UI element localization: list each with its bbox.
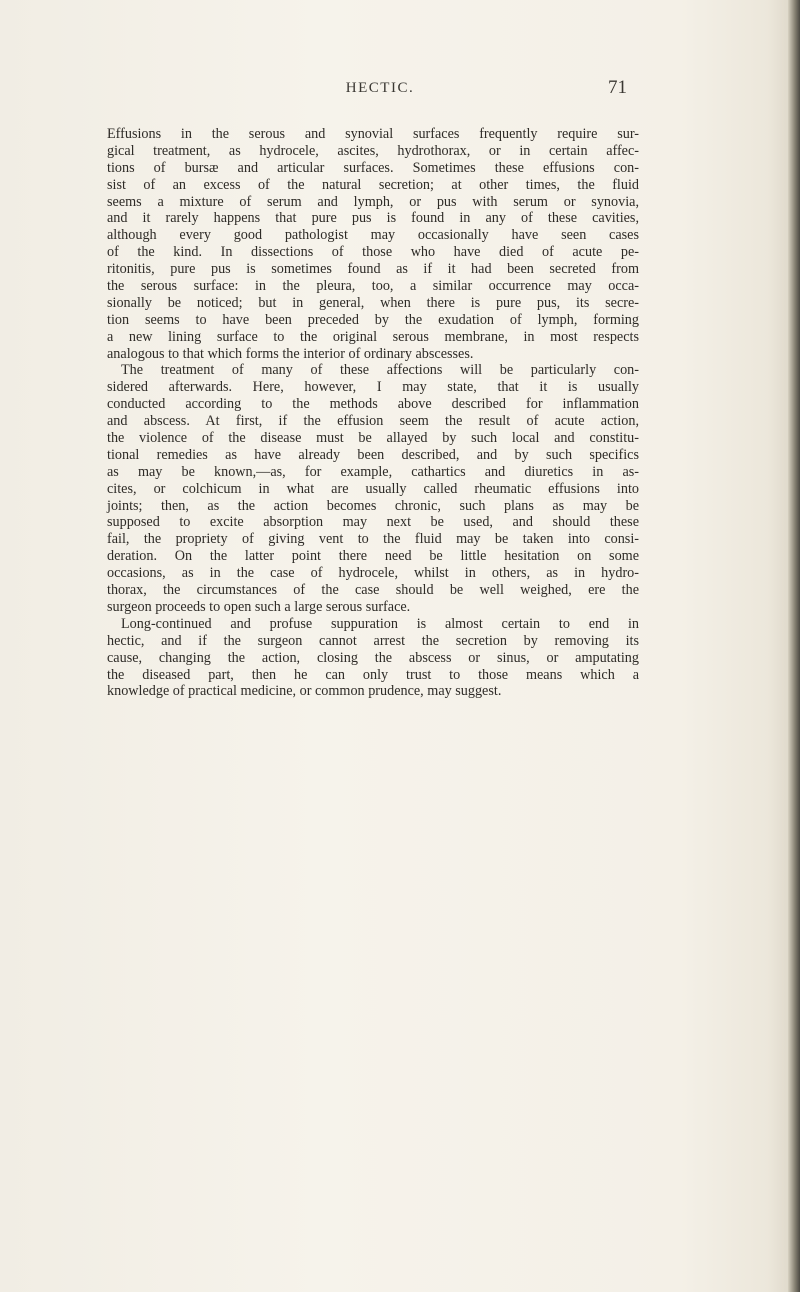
page-edge-shadow bbox=[788, 0, 800, 1292]
text-line: the violence of the disease must be allayed by such local and constitu- bbox=[107, 430, 639, 447]
text-line: sidered afterwards. Here, however, I may state, that it is usually bbox=[107, 379, 639, 396]
text-line: knowledge of practical medicine, or common prudence, may suggest. bbox=[107, 683, 502, 700]
body-text bbox=[107, 126, 639, 700]
page-number: 71 bbox=[608, 77, 627, 98]
text-line: seems a mixture of serum and lymph, or pus with serum or synovia, bbox=[107, 193, 639, 210]
text-line: supposed to excite absorption may next be used, and should these bbox=[107, 514, 639, 531]
text-line: cause, changing the action, closing the abscess or sinus, or amputating bbox=[107, 649, 639, 666]
text-line: gical treatment, as hydrocele, ascites, hydrothorax, or in certain affec- bbox=[107, 142, 639, 159]
text-line: occasions, as in the case of hydrocele, whilst in others, as in hydro- bbox=[107, 565, 639, 582]
text-line: the serous surface: in the pleura, too, a similar occurrence may occa- bbox=[107, 278, 639, 295]
text-line: analogous to that which forms the interior of ordinary abscesses. bbox=[107, 345, 474, 362]
text-line: thorax, the circumstances of the case should be well weighed, ere the bbox=[107, 582, 639, 599]
text-line: a new lining surface to the original serous membrane, in most respects bbox=[107, 328, 639, 345]
text-line: tional remedies as have already been described, and by such specifics bbox=[107, 446, 639, 463]
text-line: joints; then, as the action becomes chronic, such plans as may be bbox=[107, 497, 639, 514]
text-line: The treatment of many of these affections will be particularly con- bbox=[121, 362, 639, 379]
text-line: ritonitis, pure pus is sometimes found as if it had been secreted from bbox=[107, 261, 639, 278]
text-line: cites, or colchicum in what are usually called rheumatic effusions into bbox=[107, 480, 639, 497]
text-line: Effusions in the serous and synovial surfaces frequently require sur- bbox=[107, 126, 639, 142]
text-line: the diseased part, then he can only trust to those means which a bbox=[107, 666, 639, 683]
text-line: sist of an excess of the natural secretion; at other times, the fluid bbox=[107, 176, 639, 193]
text-line: and it rarely happens that pure pus is found in any of these cavities, bbox=[107, 210, 639, 227]
running-head: HECTIC. bbox=[345, 80, 415, 96]
text-line: as may be known,—as, for example, cathartics and diuretics in as- bbox=[107, 463, 639, 480]
text-line: tion seems to have been preceded by the exudation of lymph, forming bbox=[107, 311, 639, 328]
text-line: although every good pathologist may occasionally have seen cases bbox=[107, 227, 639, 244]
text-line: of the kind. In dissections of those who have died of acute pe- bbox=[107, 244, 639, 261]
text-line: surgeon proceeds to open such a large serous surface. bbox=[107, 598, 411, 615]
text-line: Long-continued and profuse suppuration is almost certain to end in bbox=[121, 615, 639, 632]
text-line: deration. On the latter point there need be little hesitation on some bbox=[107, 548, 639, 565]
text-line: tions of bursæ and articular surfaces. Sometimes these effusions con- bbox=[107, 159, 639, 176]
text-line: hectic, and if the surgeon cannot arrest the secretion by removing its bbox=[107, 632, 639, 649]
text-line: fail, the propriety of giving vent to the fluid may be taken into consi- bbox=[107, 531, 639, 548]
text-line: sionally be noticed; but in general, when there is pure pus, its secre- bbox=[107, 294, 639, 311]
text-line: conducted according to the methods above described for inflammation bbox=[107, 396, 639, 413]
text-line: and abscess. At first, if the effusion seem the result of acute action, bbox=[107, 413, 639, 430]
